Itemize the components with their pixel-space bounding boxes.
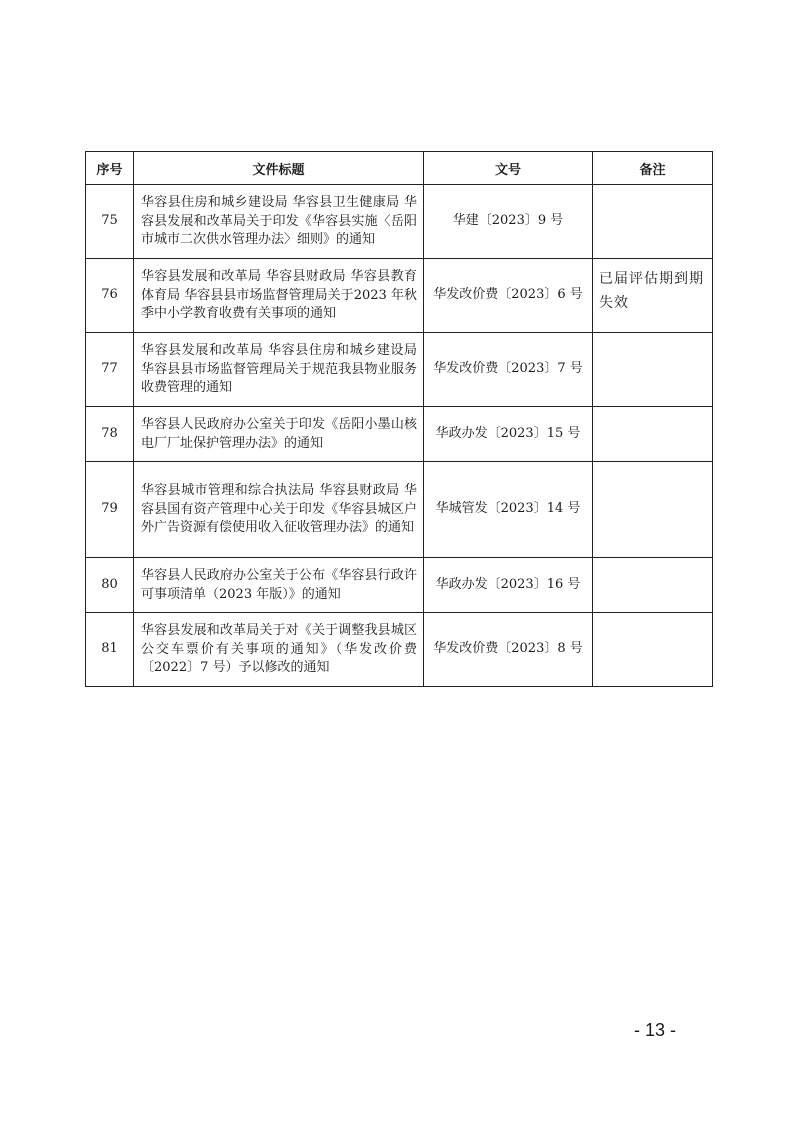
row-num: 76 xyxy=(86,259,134,333)
row-remark xyxy=(593,462,713,558)
row-remark xyxy=(593,259,713,333)
row-docno: 华发改价费〔2023〕7 号 xyxy=(424,333,593,407)
row-remark xyxy=(593,333,713,407)
table-row xyxy=(86,613,713,687)
row-title: 华容县人民政府办公室关于印发《岳阳小墨山核电厂厂址保护管理办法》的通知 xyxy=(134,407,424,462)
row-title: 华容县发展和改革局关于对《关于调整我县城区公交车票价有关事项的通知》（华发改价费〔2022〕7 号）予以修改的通知 xyxy=(134,613,424,687)
row-title: 华容县发展和改革局 华容县财政局 华容县教育体育局 华容县县市场监督管理局关于2023 年秋季中小学教育收费有关事项的通知 xyxy=(134,259,424,333)
row-title: 华容县城市管理和综合执法局 华容县财政局 华容县国有资产管理中心关于印发《华容县城区户外广告资源有偿使用收入征收管理办法》的通知 xyxy=(134,462,424,558)
header-remark: 备注 xyxy=(593,152,713,185)
header-num: 序号 xyxy=(86,152,134,185)
row-num: 77 xyxy=(86,333,134,407)
row-docno: 华政办发〔2023〕15 号 xyxy=(424,407,593,462)
table-row xyxy=(86,407,713,462)
row-num: 81 xyxy=(86,613,134,687)
page-number: - 13 - xyxy=(633,1020,676,1040)
table-row xyxy=(86,185,713,259)
row-num: 79 xyxy=(86,462,134,558)
row-num: 75 xyxy=(86,185,134,259)
table-row xyxy=(86,333,713,407)
row-remark xyxy=(593,558,713,613)
row-title: 华容县人民政府办公室关于公布《华容县行政许可事项清单（2023 年版）》的通知 xyxy=(134,558,424,613)
table-row xyxy=(86,462,713,558)
row-docno: 华建〔2023〕9 号 xyxy=(424,185,593,259)
row-docno: 华城管发〔2023〕14 号 xyxy=(424,462,593,558)
row-docno: 华政办发〔2023〕16 号 xyxy=(424,558,593,613)
document-table xyxy=(85,151,713,687)
row-title: 华容县住房和城乡建设局 华容县卫生健康局 华容县发展和改革局关于印发《华容县实施〈岳阳市城市二次供水管理办法〉细则》的通知 xyxy=(134,185,424,259)
remark-text: 已届评估期到期失效 xyxy=(599,271,704,311)
row-num: 80 xyxy=(86,558,134,613)
row-title: 华容县发展和改革局 华容县住房和城乡建设局 华容县县市场监督管理局关于规范我县物业服务收费管理的通知 xyxy=(134,333,424,407)
table-header-row xyxy=(86,152,713,185)
table-row xyxy=(86,259,713,333)
header-title: 文件标题 xyxy=(134,152,424,185)
row-docno: 华发改价费〔2023〕6 号 xyxy=(424,259,593,333)
row-num: 78 xyxy=(86,407,134,462)
row-remark xyxy=(593,407,713,462)
row-remark xyxy=(593,613,713,687)
row-remark xyxy=(593,185,713,259)
table-row xyxy=(86,558,713,613)
row-docno: 华发改价费〔2023〕8 号 xyxy=(424,613,593,687)
header-docno: 文号 xyxy=(424,152,593,185)
